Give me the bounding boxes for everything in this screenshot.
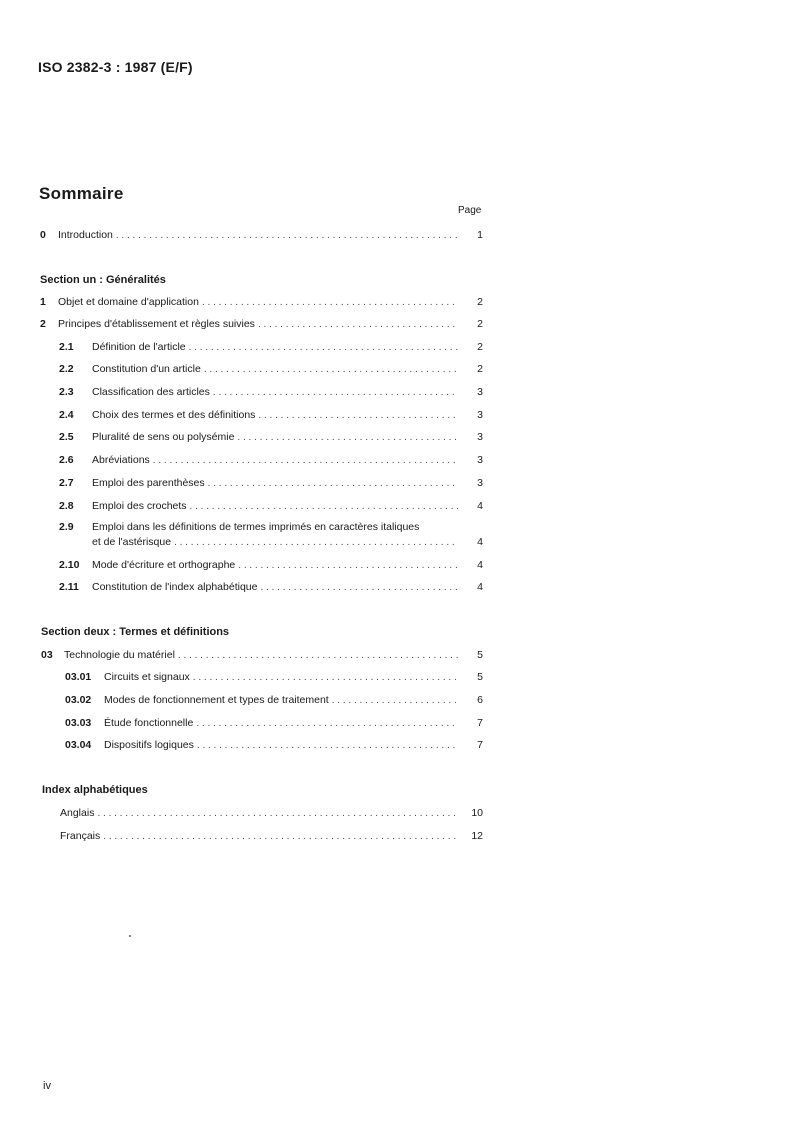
toc-entry-page: 3 <box>477 454 483 466</box>
dot-leader <box>178 649 458 663</box>
toc-entry-page: 2 <box>477 363 483 375</box>
toc-entry-number: 2.9 <box>59 521 74 533</box>
toc-entry-introduction[interactable] <box>40 228 483 242</box>
dot-leader <box>208 477 458 491</box>
toc-entry-title: Emploi des parenthèses <box>92 477 205 489</box>
toc-entry-title: Technologie du matériel <box>64 649 175 661</box>
dot-leader <box>204 363 458 377</box>
toc-entry[interactable] <box>41 648 483 662</box>
toc-entry[interactable] <box>59 385 483 399</box>
toc-entry-2-9-line1[interactable] <box>59 520 419 534</box>
toc-entry-number: 03.03 <box>65 717 92 729</box>
toc-entry-title: Emploi des crochets <box>92 500 187 512</box>
dot-leader <box>193 671 458 685</box>
toc-entry[interactable] <box>65 738 483 752</box>
dot-leader <box>238 559 458 573</box>
toc-entry-page: 4 <box>477 500 483 512</box>
toc-entry-page: 2 <box>477 318 483 330</box>
index-heading: Index alphabétiques <box>42 784 148 796</box>
toc-entry-page: 3 <box>477 431 483 443</box>
toc-entry-title: Abréviations <box>92 454 150 466</box>
document-code: ISO 2382-3 : 1987 (E/F) <box>38 59 193 75</box>
dot-leader <box>97 807 458 821</box>
dot-leader <box>103 830 458 844</box>
toc-entry-number: 2.10 <box>59 559 80 571</box>
toc-entry[interactable] <box>59 408 483 422</box>
page-column-label: Page <box>458 205 482 216</box>
toc-entry-title: Principes d'établissement et règles suivies <box>58 318 255 330</box>
toc-entry-number: 2.8 <box>59 500 74 512</box>
toc-entry-number: 2 <box>40 318 46 330</box>
toc-entry-number: 2.1 <box>59 341 74 353</box>
toc-entry-title: Mode d'écriture et orthographe <box>92 559 236 571</box>
toc-entry-page: 4 <box>477 559 483 571</box>
toc-entry[interactable] <box>59 499 483 513</box>
toc-entry[interactable] <box>59 476 483 490</box>
toc-entry-number: 2.4 <box>59 409 74 421</box>
toc-entry-page: 3 <box>477 477 483 489</box>
toc-entry-title: Pluralité de sens ou polysémie <box>92 431 235 443</box>
toc-entry[interactable] <box>65 670 483 684</box>
dot-leader <box>196 717 458 731</box>
toc-entry[interactable] <box>59 453 483 467</box>
toc-entry-title: Objet et domaine d'application <box>58 296 199 308</box>
toc-entry-number: 03.04 <box>65 739 92 751</box>
toc-entry-title-line1: Emploi dans les définitions de termes imprimés en caractères italiques <box>92 521 420 533</box>
toc-entry-index-anglais[interactable] <box>60 806 483 820</box>
toc-entry-number: 03 <box>41 649 53 661</box>
toc-entry-page: 1 <box>477 229 483 241</box>
toc-entry[interactable] <box>65 716 483 730</box>
dot-leader <box>189 341 458 355</box>
footer-page-number: iv <box>43 1080 51 1092</box>
toc-entry-title: Anglais <box>60 807 95 819</box>
toc-entry-page: 4 <box>477 581 483 593</box>
toc-entry-title: Définition de l'article <box>92 341 186 353</box>
toc-entry-page: 4 <box>477 536 483 548</box>
section-heading-1: Section un : Généralités <box>40 274 166 286</box>
toc-entry-2-9-line2[interactable] <box>92 535 483 549</box>
toc-entry-page: 7 <box>477 717 483 729</box>
toc-entry-page: 12 <box>471 830 483 842</box>
toc-entry-page: 3 <box>477 409 483 421</box>
toc-entry-page: 2 <box>477 341 483 353</box>
toc-entry-title: et de l'astérisque <box>92 536 172 548</box>
toc-entry-number: 03.02 <box>65 694 92 706</box>
dot-leader <box>237 431 458 445</box>
toc-entry-title: Circuits et signaux <box>104 671 190 683</box>
toc-entry-number: 2.3 <box>59 386 74 398</box>
toc-entry-page: 7 <box>477 739 483 751</box>
toc-entry-number: 1 <box>40 296 46 308</box>
toc-entry-title: Introduction <box>58 229 113 241</box>
toc-entry[interactable] <box>59 362 483 376</box>
toc-entry-number: 2.5 <box>59 431 74 443</box>
toc-entry-page: 6 <box>477 694 483 706</box>
toc-entry[interactable] <box>65 693 483 707</box>
dot-leader <box>332 694 458 708</box>
toc-entry[interactable] <box>40 317 483 331</box>
toc-entry-page: 10 <box>471 807 483 819</box>
dot-leader <box>260 581 458 595</box>
toc-entry-index-francais[interactable] <box>60 829 483 843</box>
toc-entry-title: Étude fonctionnelle <box>104 717 194 729</box>
dot-leader <box>258 409 458 423</box>
toc-entry-number: 2.7 <box>59 477 74 489</box>
dot-leader <box>202 296 458 310</box>
toc-entry-number: 0 <box>40 229 46 241</box>
toc-entry-number: 2.2 <box>59 363 74 375</box>
toc-entry-title: Français <box>60 830 101 842</box>
toc-entry[interactable] <box>59 580 483 594</box>
toc-entry-number: 2.6 <box>59 454 74 466</box>
dot-leader <box>116 229 458 243</box>
toc-entry[interactable] <box>59 340 483 354</box>
dot-leader <box>213 386 458 400</box>
page-title: Sommaire <box>39 184 124 203</box>
dot-leader <box>174 536 458 550</box>
toc-entry-title: Choix des termes et des définitions <box>92 409 256 421</box>
dot-leader <box>258 318 458 332</box>
toc-entry-page: 5 <box>477 671 483 683</box>
dot-leader <box>190 500 458 514</box>
toc-entry-number: 2.11 <box>59 581 79 593</box>
toc-entry-number: 03.01 <box>65 671 92 683</box>
scan-speck <box>129 935 131 937</box>
toc-entry-page: 3 <box>477 386 483 398</box>
toc-entry-title: Modes de fonctionnement et types de traitement <box>104 694 329 706</box>
toc-entry-title: Classification des articles <box>92 386 210 398</box>
section-heading-2: Section deux : Termes et définitions <box>41 626 230 638</box>
toc-entry-page: 2 <box>477 296 483 308</box>
toc-entry-title: Dispositifs logiques <box>104 739 194 751</box>
toc-entry[interactable] <box>40 295 483 309</box>
toc-entry[interactable] <box>59 430 483 444</box>
toc-entry-title: Constitution de l'index alphabétique <box>92 581 258 593</box>
toc-entry-title: Constitution d'un article <box>92 363 201 375</box>
toc-entry-page: 5 <box>477 649 483 661</box>
dot-leader <box>153 454 458 468</box>
toc-entry[interactable] <box>59 558 483 572</box>
dot-leader <box>197 739 458 753</box>
